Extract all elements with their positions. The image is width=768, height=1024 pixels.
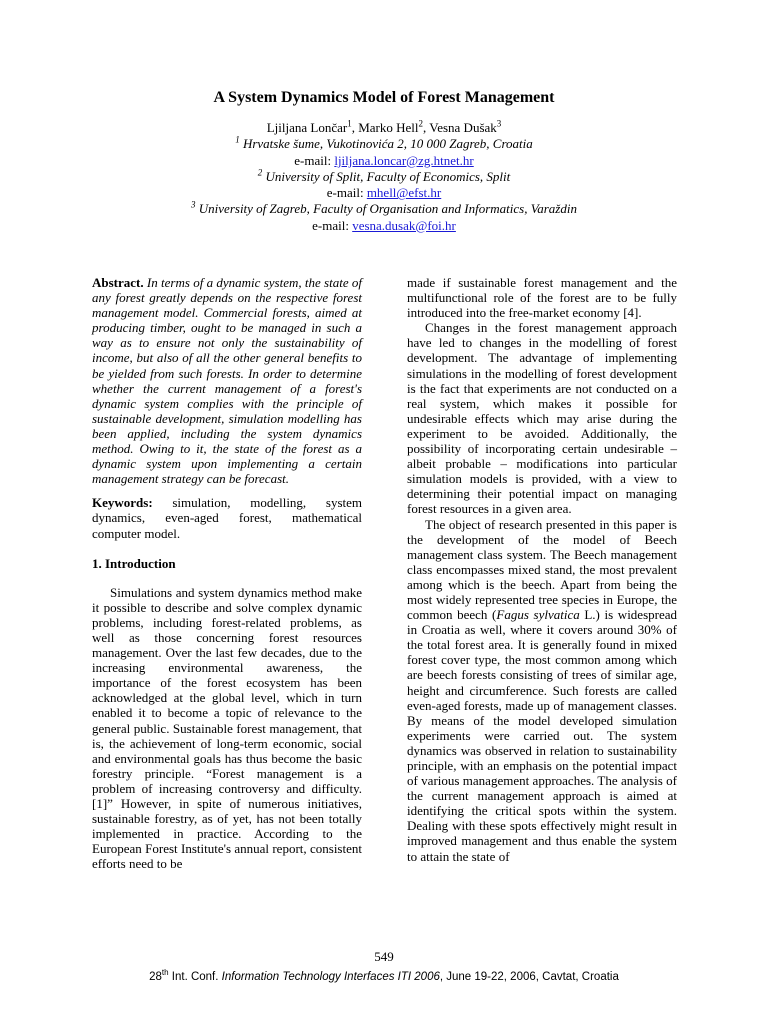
footer-conference-name: Information Technology Interfaces ITI 2006 (221, 970, 440, 983)
email-line (0, 185, 768, 201)
paragraph: Simulations and system dynamics method make it possible to describe and solve complex dynamic problems, including forest-related problems, as well as those concerning forest resources management. Over the last few decades, due to the increasing environmental awareness, the importance of the forest ecosystem has been acknowledged at the global level, which in turn enabled it to become a topic of relevance to the general public. Sustainable forest management, that is, the achievement of long-term economic, social and environmental goals has thus become the basic forestry principle. “Forest management is a problem of increasing controversy and difficulty. [1]” However, in spite of numerous initiatives, sustainable forestry, as of yet, has not been totally implemented in practice. According to the European Forest Institute's annual report, consistent efforts need to be (92, 584, 362, 872)
email-link[interactable]: mhell@efst.hr (366, 185, 442, 201)
footer-edition: 28 (149, 970, 162, 983)
email-link[interactable]: vesna.dusak@foi.hr (352, 217, 456, 233)
affiliation-number: 1 (235, 134, 240, 145)
paragraph-text: The object of research presented in this paper is the development of the model of Beech management class system. The Beech management class encompasses mixed stand, the most prevalent among which is the beech. Apart from being the most widely represented tree species in Europe, the common beech ( (407, 516, 677, 623)
keywords-text: simulation, modelling, system dynamics, even-aged forest, mathematical computer model. (92, 495, 362, 541)
keywords-label: Keywords: (92, 495, 153, 511)
section-heading: 1. Introduction (92, 555, 176, 571)
affiliation-number: 2 (257, 167, 263, 178)
author-superscript: 3 (496, 118, 502, 129)
email-line (0, 218, 768, 234)
footer-text: , June 19-22, 2006, Cavtat, Croatia (439, 970, 619, 983)
author-line: Ljiljana Lončar$^1$, Marko Hell$^2$, Vesna Dušak$^3$ (266, 118, 502, 135)
affiliation-line (0, 136, 768, 152)
affiliation-number: 3 (191, 200, 196, 211)
paragraph: made if sustainable forest management and the multifunctional role of the forest are to be fully introduced into the free-market economy [4]. (407, 275, 677, 321)
footer (0, 968, 768, 983)
left-column (92, 275, 362, 871)
paragraph: Changes in the forest management approach have led to changes in the modelling of forest development. The advantage of implementing simulations in the modelling of forest development is the fact that experiments are not conducted on a real system, which makes it possible for undesirable effects which may arise during the experiment to be avoided. Additionally, the possibility of incorporating certain undesirable – albeit probable – modifications into particular simulation models is provided, with a view to determining their potential impact on managing forest resources in a given area. (407, 320, 677, 517)
email-label: e-mail: (294, 152, 332, 168)
author-name: Ljiljana Lončar (266, 120, 348, 135)
email-link[interactable]: ljiljana.loncar@zg.htnet.hr (334, 152, 474, 168)
affiliation-line (0, 201, 768, 217)
email-label: e-mail: (312, 217, 349, 233)
paper-title: A System Dynamics Model of Forest Management (213, 89, 555, 106)
affiliation-line (0, 169, 768, 185)
species-name: Fagus sylvatica (496, 607, 580, 623)
footer-superscript: th (161, 968, 169, 977)
author-name: Marko Hell (358, 120, 419, 135)
author-block (0, 120, 768, 234)
keywords (92, 495, 362, 540)
author-superscript: 1 (347, 118, 352, 129)
author-name: Vesna Dušak (429, 120, 497, 135)
affiliation-text: University of Split, Faculty of Economics, Split (265, 168, 511, 184)
paragraph (407, 517, 677, 864)
email-label: e-mail: (326, 185, 364, 201)
page-number: 549 (374, 949, 394, 964)
abstract-text: In terms of a dynamic system, the state of any forest greatly depends on the respective forest management model. Commercial forests, aimed at producing timber, ought to be managed in such a way as to ensure not only the sustainability of income, but also of all the other general benefits to be yielded from such forests. In order to determine whether the current management of a forest's dynamic system complies with the principle of sustainable development, simulation modelling has been applied, including the system dynamics method. Owing to it, the state of the forest as a dynamic system upon implementing a certain management strategy can be forecast. (92, 275, 362, 487)
footer-text: Int. Conf. (168, 970, 222, 983)
author-superscript: 2 (418, 118, 423, 129)
affiliation-text: Hrvatske šume, Vukotinovića 2, 10 000 Zagreb, Croatia (242, 136, 533, 152)
paragraph-text: L.) is widespread in Croatia as well, where it covers around 30% of the total forest area. It is generally found in mixed forest cover type, the most common among which are beech forests consisting of trees of similar age, height and circumference. Such forests are called even-aged forests, made up of management classes. By means of the model developed simulation experiments were carried out. The system dynamics was observed in relation to sustainability principle, with an emphasis on the potential impact of various management approaches. The analysis of the current management approach is aimed at identifying the critical spots within the system. Dealing with these spots effectively might result in improved management and thus enable the system to attain the state of (407, 607, 677, 864)
abstract-label: Abstract. (92, 275, 144, 290)
abstract (92, 275, 362, 486)
affiliation-text: University of Zagreb, Faculty of Organisation and Informatics, Varaždin (198, 201, 577, 217)
email-line (0, 153, 768, 169)
right-column (407, 275, 677, 864)
